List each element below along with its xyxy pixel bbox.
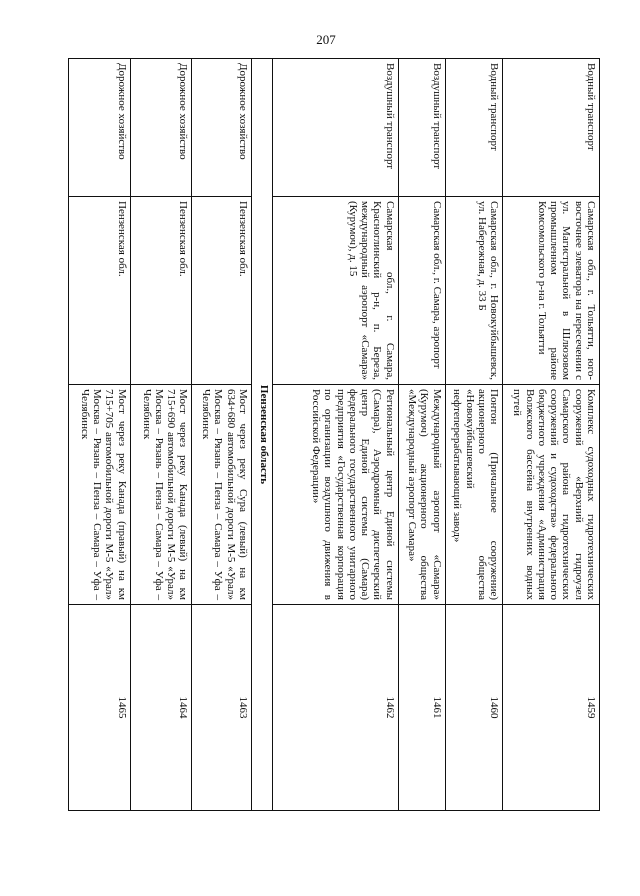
row-address: Пензенская обл. xyxy=(69,197,131,385)
registry-table xyxy=(68,58,600,811)
table-row xyxy=(192,59,252,811)
region-row xyxy=(251,59,272,811)
row-number: 1461 xyxy=(398,605,445,811)
row-type: Дорожное хозяйство xyxy=(130,59,192,197)
row-name: Региональный центр Единой системы (Самара), Аэродромный диспетчерский центр Единой системы (Самара) федерального государственного унитарного предприятия «Государственная корпорация по организации воздушного движения в Российской Федерации» xyxy=(273,385,399,605)
row-address: Самарская обл., г. Тольятти, юго-восточнее элеватора на пересечении с ул. Магистральной в Шлюзовом промышленном районе Комсомольского р-на г. Тольятти xyxy=(503,197,600,385)
row-type: Воздушный транспорт xyxy=(273,59,399,197)
row-type: Дорожное хозяйство xyxy=(69,59,131,197)
table-row xyxy=(398,59,445,811)
row-number: 1465 xyxy=(69,605,131,811)
page-number: 207 xyxy=(316,32,336,47)
row-type: Водный транспорт xyxy=(503,59,600,197)
table-row xyxy=(445,59,503,811)
row-number: 1459 xyxy=(503,605,600,811)
table-row xyxy=(503,59,600,811)
row-type: Воздушный транспорт xyxy=(398,59,445,197)
row-name: Мост через реку Канада (правый) на км 715+705 автомобильной дороги М-5 «Урал» Москва – Рязань – Пенза – Самара – Уфа – Челябинск xyxy=(69,385,131,605)
table-row xyxy=(69,59,131,811)
row-name: Комплекс судоходных гидротехнических сооружений «Верхний гидроузел Самарского района гидротехнических сооружений и судоходства» федерального бюджетного учреждения «Администрация Волжского бассейна внутренних водных путей xyxy=(503,385,600,605)
row-address: Пензенская обл. xyxy=(130,197,192,385)
row-number: 1463 xyxy=(192,605,252,811)
row-address: Самарская обл., г. Самара, Красноглинский р-н, п. Береза, международный аэропорт «Самара» (Курумоч), д. 15 xyxy=(273,197,399,385)
row-address: Самарская обл., г. Новокуйбышевск, ул. Набережная, д. 33 Б xyxy=(445,197,503,385)
row-number: 1460 xyxy=(445,605,503,811)
row-number: 1464 xyxy=(130,605,192,811)
row-number: 1462 xyxy=(273,605,399,811)
row-name: Мост через реку Канада (левый) на км 715+690 автомобильной дороги М-5 «Урал» Москва – Рязань – Пенза – Самара – Уфа – Челябинск xyxy=(130,385,192,605)
table-row xyxy=(273,59,399,811)
row-address: Пензенская обл. xyxy=(192,197,252,385)
row-name: Понтон (Причальное сооружение) акционерного общества «Новокуйбышевский нефтеперерабатывающий завод» xyxy=(445,385,503,605)
row-type: Водный транспорт xyxy=(445,59,503,197)
row-address: Самарская обл., г. Самара, аэропорт xyxy=(398,197,445,385)
table-row xyxy=(130,59,192,811)
row-name: Мост через реку Сура (левый) на км 634+680 автомобильной дороги М-5 «Урал» Москва – Рязань – Пенза – Самара – Уфа – Челябинск xyxy=(192,385,252,605)
rotated-table-container xyxy=(68,58,600,810)
row-name: Международный аэропорт «Самара» (Курумоч) акционерного общества «Международный аэропорт Самара» xyxy=(398,385,445,605)
region-header: Пензенская область xyxy=(251,59,272,811)
row-type: Дорожное хозяйство xyxy=(192,59,252,197)
